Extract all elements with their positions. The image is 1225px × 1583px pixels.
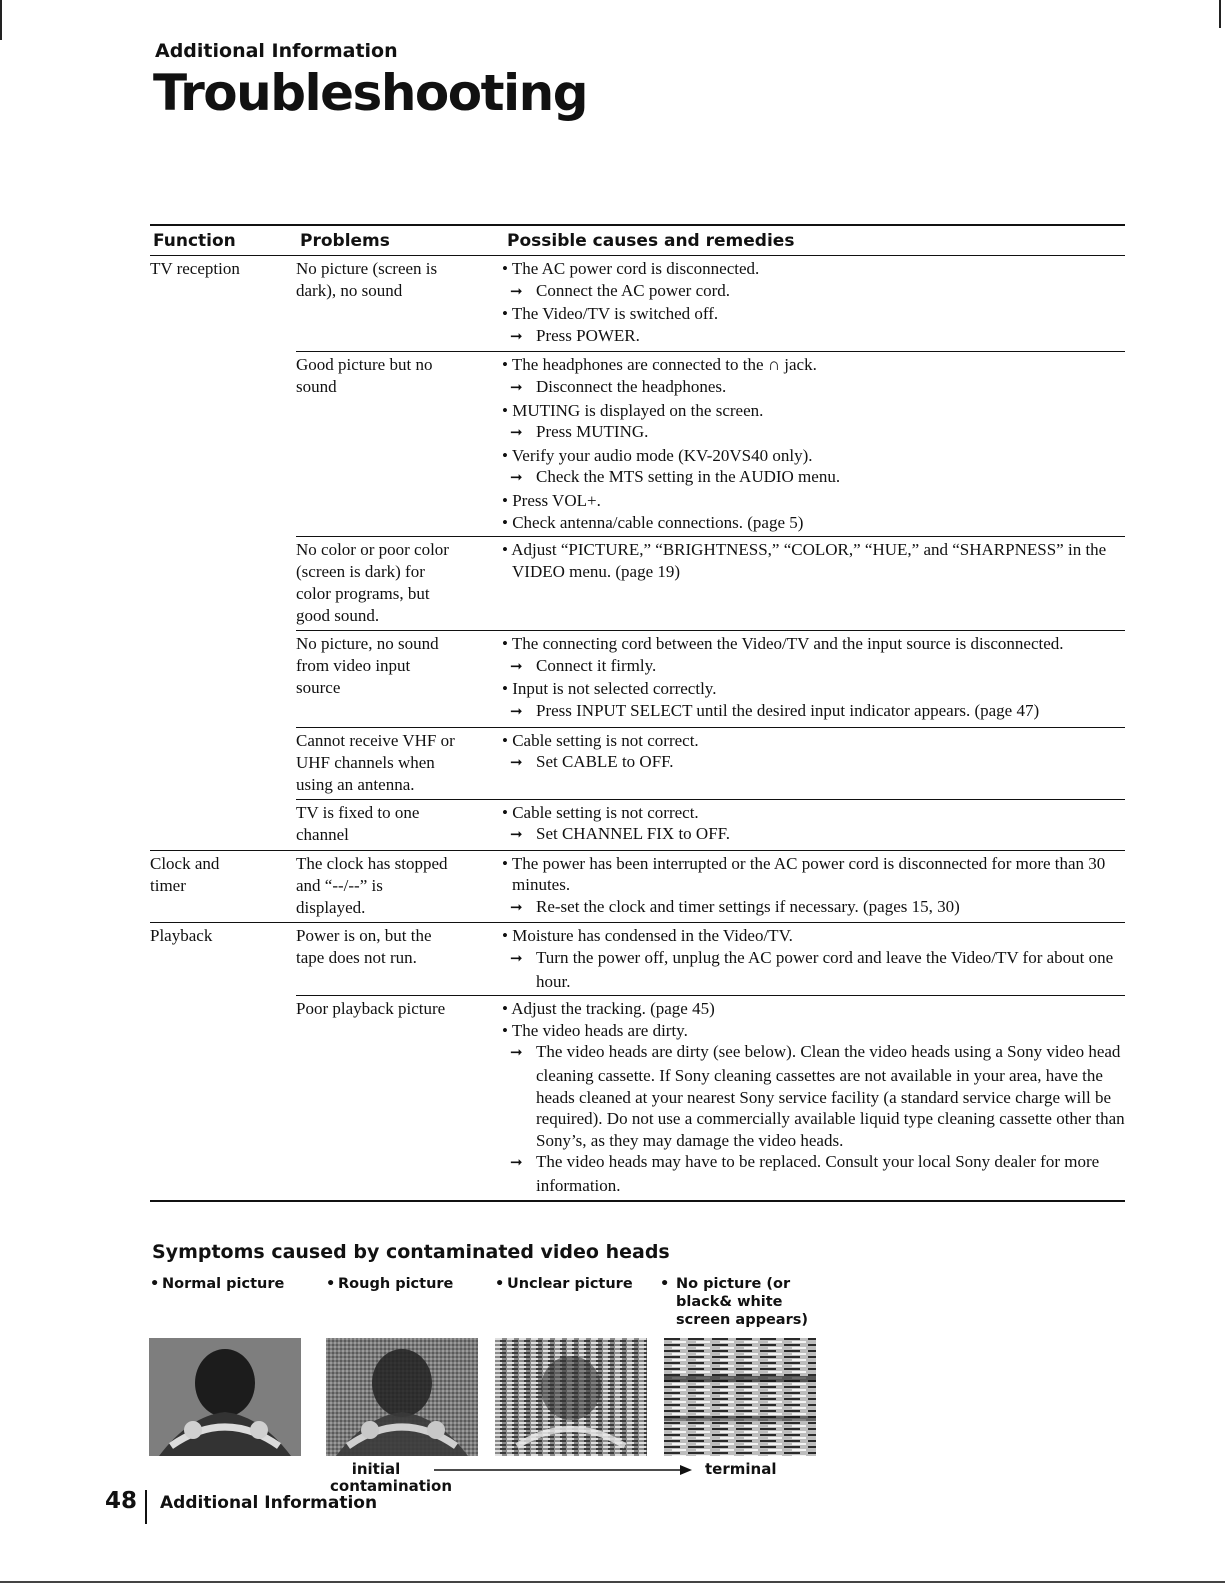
remedy-action [508, 376, 1125, 400]
remedy-cell [502, 633, 1125, 723]
remedy-action [508, 896, 1125, 920]
remedy-action [508, 655, 1125, 679]
remedy-cell [502, 802, 1125, 847]
page-edge-mark [1219, 0, 1221, 28]
cause-bullet [502, 303, 1125, 325]
arrow-icon: ➞ [510, 379, 523, 396]
remedy-text: Press VOL+. [512, 490, 601, 510]
arrow-icon: ➞ [510, 703, 523, 720]
symptoms-title: Symptoms caused by contaminated video heads [152, 1241, 670, 1263]
section-label: Additional Information [155, 40, 398, 62]
footer-divider [145, 1490, 147, 1524]
symptom-label-no-picture: • No picture (or black& white screen appears) [660, 1276, 808, 1328]
arrow-icon: ➞ [510, 951, 523, 968]
remedy-text: Disconnect the headphones. [536, 376, 727, 396]
cause-bullet [502, 998, 1125, 1020]
cause-bullet [502, 633, 1125, 655]
remedy-text: Re-set the clock and timer settings if necessary. (pages 15, 30) [536, 896, 960, 916]
problem-cell: The clock has stopped and “--/--” is displayed. [296, 853, 448, 917]
cause-bullet [502, 258, 1125, 280]
remedy-text: Verify your audio mode (KV-20VS40 only). [511, 445, 813, 465]
no-picture-image [664, 1338, 816, 1456]
function-cell: Playback [150, 926, 213, 946]
table-row [296, 851, 1125, 923]
table-row [296, 923, 1125, 995]
arrow-icon: ➞ [510, 827, 523, 844]
problem-cell: Good picture but no sound [296, 355, 433, 397]
symptom-label-unclear: • Unclear picture [495, 1276, 633, 1292]
problem-cell: Power is on, but the tape does not run. [296, 926, 432, 968]
remedy-text: The AC power cord is disconnected. [511, 259, 760, 278]
remedy-action [508, 823, 1125, 847]
problem-cell: No picture (screen is dark), no sound [296, 259, 438, 300]
function-cell: Clock and timer [150, 853, 220, 895]
remedy-text: Cable setting is not correct. [512, 730, 699, 750]
table-body [150, 256, 1125, 1202]
cause-bullet [502, 445, 1125, 467]
contamination-end-label: terminal [705, 1460, 777, 1478]
remedy-cell [502, 998, 1125, 1196]
remedy-text: Press POWER. [536, 325, 640, 345]
cause-bullet [502, 400, 1125, 422]
remedy-text: Press INPUT SELECT until the desired input indicator appears. (page 47) [536, 700, 1040, 720]
remedy-action [508, 466, 1125, 490]
remedy-action [508, 700, 1125, 724]
remedy-cell [502, 730, 1125, 796]
remedy-text: Moisture has condensed in the Video/TV. [512, 926, 793, 946]
cause-bullet [502, 678, 1125, 700]
remedy-text: MUTING is displayed on the screen. [512, 400, 764, 420]
problem-cell: No picture, no sound from video input source [296, 634, 439, 698]
arrow-icon: ➞ [510, 425, 523, 442]
cause-bullet [502, 512, 1125, 534]
remedy-text: Cable setting is not correct. [512, 802, 699, 822]
remedy-text: The connecting cord between the Video/TV and the input source is disconnected. [511, 634, 1064, 654]
remedy-text: The headphones are connected to the ∩ jack. [511, 355, 817, 375]
remedy-text: The video heads may have to be replaced. Consult your local Sony dealer for more information. [536, 1152, 1100, 1195]
table-row [296, 995, 1125, 1199]
arrow-icon: ➞ [510, 1045, 523, 1062]
arrow-icon: ➞ [510, 755, 523, 772]
table-row [296, 630, 1125, 726]
cause-bullet [502, 539, 1125, 582]
cause-bullet [502, 354, 1125, 376]
remedy-text: The video heads are dirty (see below). Clean the video heads using a Sony video head cleaning cassette. If Sony cleaning cassettes are not available in your area, have the heads cleaned at your nearest Sony service facility (a standard service charge will be required). Do not use a commercially available liquid type cleaning cassette other than Sony’s, as they may damage the video heads. [536, 1042, 1125, 1150]
problem-cell: No color or poor color (screen is dark) for color programs, but good sound. [296, 540, 449, 626]
arrow-icon: ➞ [510, 328, 523, 345]
remedy-action [508, 947, 1125, 992]
page-edge-mark [0, 0, 2, 40]
remedy-text: Adjust the tracking. (page 45) [511, 999, 715, 1019]
problem-cell: TV is fixed to one channel [296, 802, 420, 844]
remedy-action [508, 280, 1125, 304]
function-cell: TV reception [150, 259, 240, 278]
cause-bullet [502, 925, 1125, 947]
page-number: 48 [105, 1488, 138, 1514]
cause-bullet [502, 490, 1125, 512]
footer-section-label: Additional Information [160, 1493, 378, 1513]
table-row [296, 536, 1125, 630]
arrow-icon: ➞ [510, 283, 523, 300]
remedy-text: Adjust “PICTURE,” “BRIGHTNESS,” “COLOR,” “HUE,” and “SHARPNESS” in the VIDEO menu. (page 19) [511, 540, 1107, 581]
remedy-action [508, 1041, 1125, 1151]
remedy-text: Connect it firmly. [536, 655, 657, 675]
remedy-text: Check antenna/cable connections. (page 5) [512, 512, 804, 532]
remedy-text: The Video/TV is switched off. [511, 304, 719, 324]
cause-bullet [502, 1020, 1125, 1042]
header-remedies: Possible causes and remedies [507, 231, 795, 251]
remedy-cell [502, 925, 1125, 992]
remedy-text: Set CHANNEL FIX to OFF. [536, 824, 730, 844]
table-row [296, 256, 1125, 351]
function-group [150, 256, 1125, 851]
remedy-cell [502, 258, 1125, 348]
arrow-icon: ➞ [510, 658, 523, 675]
troubleshooting-table [150, 224, 1125, 1202]
remedy-text: Press MUTING. [536, 422, 649, 442]
remedy-text: Check the MTS setting in the AUDIO menu. [536, 467, 841, 487]
remedy-text: Set CABLE to OFF. [536, 752, 674, 772]
remedy-text: The video heads are dirty. [511, 1020, 688, 1040]
arrow-icon: ➞ [510, 899, 523, 916]
remedy-text: Turn the power off, unplug the AC power cord and leave the Video/TV for about one hour. [536, 948, 1114, 991]
remedy-action [508, 421, 1125, 445]
header-problems: Problems [300, 231, 390, 251]
cause-bullet [502, 802, 1125, 824]
table-row [296, 351, 1125, 536]
table-header [150, 224, 1125, 256]
table-row [296, 727, 1125, 799]
contamination-start-label: initial contamination [330, 1460, 453, 1495]
remedy-cell [502, 354, 1125, 533]
problem-cell: Poor playback picture [296, 999, 446, 1019]
remedy-text: The power has been interrupted or the AC power cord is disconnected for more than 30 minutes. [511, 853, 1106, 895]
arrow-icon: ➞ [510, 1155, 523, 1172]
remedy-action [508, 1151, 1125, 1196]
normal-picture-image [149, 1338, 301, 1456]
function-group [150, 923, 1125, 1201]
cause-bullet [502, 853, 1125, 896]
cause-bullet [502, 730, 1125, 752]
contamination-progression-arrow [434, 1463, 694, 1477]
arrow-icon: ➞ [510, 470, 523, 487]
function-group [150, 851, 1125, 924]
rough-picture-image [326, 1338, 478, 1456]
header-function: Function [153, 231, 236, 251]
page-title: Troubleshooting [153, 64, 588, 122]
symptom-label-normal: • Normal picture [150, 1276, 285, 1292]
remedy-text: Connect the AC power cord. [536, 280, 731, 300]
remedy-text: Input is not selected correctly. [512, 679, 717, 699]
unclear-picture-image [495, 1338, 647, 1456]
remedy-action [508, 751, 1125, 775]
symptom-label-rough: • Rough picture [326, 1276, 454, 1292]
table-row [296, 799, 1125, 850]
remedy-cell [502, 539, 1125, 627]
remedy-cell [502, 853, 1125, 920]
remedy-action [508, 325, 1125, 349]
problem-cell: Cannot receive VHF or UHF channels when using an antenna. [296, 730, 455, 794]
